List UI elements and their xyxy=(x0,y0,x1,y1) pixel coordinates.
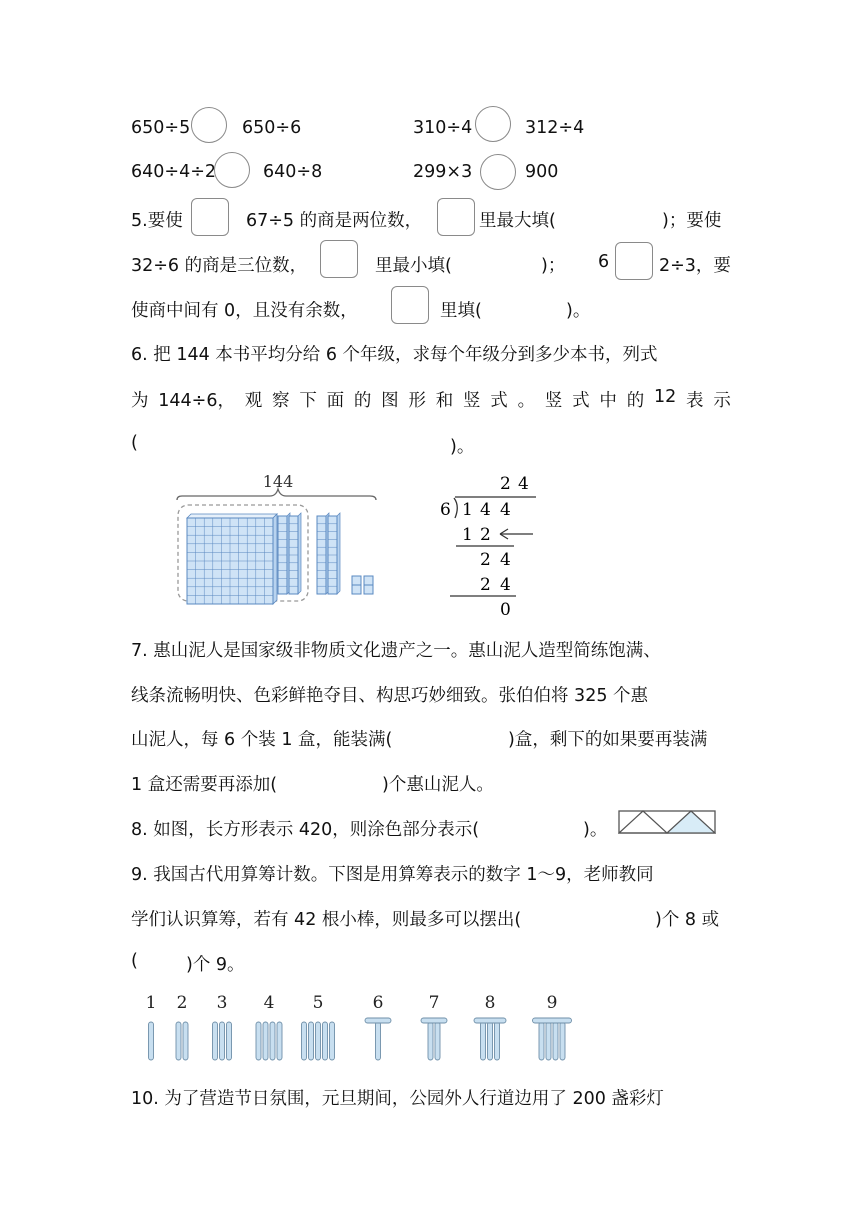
rod-stick xyxy=(546,1022,551,1060)
q9-text: )个 8 或 xyxy=(655,910,720,930)
compare-circle[interactable] xyxy=(475,106,511,142)
rod-stick xyxy=(277,1022,282,1060)
q6-char: 和 xyxy=(435,391,454,411)
q5-text: 6 xyxy=(598,252,610,272)
q6-char: 竖 xyxy=(544,391,563,411)
rod-digit-label: 9 xyxy=(546,993,558,1013)
rod-digit-labels xyxy=(146,993,558,1013)
quotient-digit: 2 xyxy=(500,474,511,494)
expr-310-div-4: 310÷4 xyxy=(413,118,473,138)
division-bracket xyxy=(454,498,457,518)
expr-650-div-5: 650÷5 xyxy=(131,118,191,138)
q5-text: 67÷5 的商是两位数， xyxy=(246,211,423,231)
final-remainder: 0 xyxy=(500,600,511,620)
rod-digit-label: 1 xyxy=(145,993,157,1013)
rod-stick xyxy=(323,1022,328,1060)
q9-text: ( xyxy=(131,951,138,971)
unit-cube xyxy=(364,576,373,585)
digit-box[interactable] xyxy=(391,286,429,324)
rod-stick xyxy=(376,1022,381,1060)
q5-text: 5.要使 xyxy=(131,211,183,231)
q6-text: ( xyxy=(131,433,138,453)
rod-stick xyxy=(220,1022,225,1060)
expr-650-div-6: 650÷6 xyxy=(242,118,302,138)
q6-char: 。 xyxy=(517,391,536,411)
rod-stick xyxy=(149,1022,154,1060)
q9-text: 9. 我国古代用算筹计数。下图是用算筹表示的数字 1～9，老师教同 xyxy=(131,865,654,885)
rod-stick xyxy=(539,1022,544,1060)
digit-box[interactable] xyxy=(191,198,229,236)
q6-char: 形 xyxy=(408,391,426,411)
q6-line-2 xyxy=(131,387,731,412)
digit-box[interactable] xyxy=(615,242,653,280)
q6-char: 式 xyxy=(572,391,590,411)
expr-640-div-8: 640÷8 xyxy=(263,162,323,182)
subtract-digit: 1 xyxy=(462,525,473,545)
rod-crossbar xyxy=(421,1018,447,1023)
rectangle-triangles-figure xyxy=(618,810,716,834)
hundred-block xyxy=(187,514,277,604)
unit-cube xyxy=(352,576,361,585)
q6-char: 的 xyxy=(626,391,645,411)
q9-text: )个 9。 xyxy=(186,955,245,975)
rod-stick xyxy=(481,1022,486,1060)
subtract-digit: 2 xyxy=(480,575,491,595)
rod-stick xyxy=(270,1022,275,1060)
rod-stick xyxy=(263,1022,268,1060)
expr-640-div-4-div-2: 640÷4÷2 xyxy=(131,162,216,182)
q6-char: 中 xyxy=(599,391,617,411)
remainder-digit: 4 xyxy=(500,550,511,570)
q7-text: 线条流畅明快、色彩鲜艳夺目、构思巧妙细致。张伯伯将 325 个惠 xyxy=(131,686,649,706)
rod-digit-label: 6 xyxy=(372,993,384,1013)
ten-rods xyxy=(278,513,340,594)
q5-text: 里最小填( xyxy=(375,256,452,276)
compare-circle[interactable] xyxy=(480,154,516,190)
rod-stick xyxy=(316,1022,321,1060)
q5-text: )。 xyxy=(566,301,591,321)
rod-stick xyxy=(435,1022,440,1060)
rod-stick xyxy=(183,1022,188,1060)
rod-stick xyxy=(330,1022,335,1060)
rod-crossbar xyxy=(533,1018,572,1023)
q6-char: 察 xyxy=(272,391,290,411)
expr-299-times-3: 299×3 xyxy=(413,162,473,182)
rod-crossbar xyxy=(365,1018,391,1023)
q8-text: )。 xyxy=(583,820,608,840)
digit-box[interactable] xyxy=(437,198,475,236)
q8-text: 8. 如图，长方形表示 420，则涂色部分表示( xyxy=(131,820,480,840)
q10-text: 10. 为了营造节日氛围，元旦期间，公园外人行道边用了 200 盏彩灯 xyxy=(131,1089,664,1109)
compare-circle[interactable] xyxy=(214,152,250,188)
q7-text: 1 盒还需要再添加( xyxy=(131,775,278,795)
q6-char: 为 xyxy=(131,391,149,411)
subtract-digit: 2 xyxy=(480,525,491,545)
figure-label-144: 144 xyxy=(262,472,294,491)
unit-cube xyxy=(352,585,361,594)
remainder-digit: 2 xyxy=(480,550,491,570)
rod-crossbar xyxy=(474,1018,506,1023)
q6-char: 的 xyxy=(353,391,372,411)
rod-digit-label: 8 xyxy=(484,993,496,1013)
dividend-digit: 1 xyxy=(462,500,473,520)
q5-text: 32÷6 的商是三位数， xyxy=(131,256,308,276)
q6-char: 示 xyxy=(713,391,731,411)
unit-cubes xyxy=(352,576,373,594)
rod-digit-label: 7 xyxy=(428,993,440,1013)
q7-text: 山泥人，每 6 个装 1 盒，能装满( xyxy=(131,730,393,750)
counting-rods-figure xyxy=(134,988,584,1068)
rod-digit-label: 3 xyxy=(216,993,228,1013)
rod-stick xyxy=(176,1022,181,1060)
compare-circle[interactable] xyxy=(191,107,227,143)
q7-text: )个惠山泥人。 xyxy=(382,775,494,795)
rod-stick xyxy=(309,1022,314,1060)
expr-312-div-4: 312÷4 xyxy=(525,118,585,138)
q6-text: 6. 把 144 本书平均分给 6 个年级，求每个年级分到多少本书，列式 xyxy=(131,345,658,365)
block-side xyxy=(273,514,277,604)
q6-char: 144÷6， xyxy=(158,391,235,411)
subtract-digit: 4 xyxy=(500,575,511,595)
q6-char: 表 xyxy=(686,391,704,411)
rod-digit-label: 5 xyxy=(312,993,324,1013)
q6-char: 观 xyxy=(244,391,263,411)
rod-stick xyxy=(227,1022,232,1060)
block-top xyxy=(187,514,277,518)
q6-char: 竖 xyxy=(463,391,481,411)
rod-stick xyxy=(213,1022,218,1060)
divisor: 6 xyxy=(440,500,451,520)
rod-stick xyxy=(428,1022,433,1060)
q6-char: 下 xyxy=(299,391,317,411)
rods xyxy=(149,1018,572,1060)
q6-char: 式 xyxy=(490,391,508,411)
q6-char: 面 xyxy=(326,391,345,411)
q7-text: 7. 惠山泥人是国家级非物质文化遗产之一。惠山泥人造型简练饱满、 xyxy=(131,641,661,661)
q7-text: )盒，剩下的如果要再装满 xyxy=(508,730,708,750)
rod-stick xyxy=(256,1022,261,1060)
base-ten-blocks-figure xyxy=(170,470,390,610)
rod-stick xyxy=(553,1022,558,1060)
rod-stick xyxy=(488,1022,493,1060)
rod-digit-label: 2 xyxy=(176,993,188,1013)
expr-900: 900 xyxy=(525,162,559,182)
dividend-digit: 4 xyxy=(500,500,511,520)
q9-text: 学们认识算筹，若有 42 根小棒，则最多可以摆出( xyxy=(131,910,522,930)
rod-digit-label: 4 xyxy=(263,993,275,1013)
q6-char: 图 xyxy=(381,391,399,411)
dividend-digit: 4 xyxy=(480,500,491,520)
q5-text: )；要使 xyxy=(662,211,722,231)
q5-text: 使商中间有 0，且没有余数， xyxy=(131,301,358,321)
q6-char: 12 xyxy=(653,387,677,407)
rod-stick xyxy=(302,1022,307,1060)
digit-box[interactable] xyxy=(320,240,358,278)
rod-stick xyxy=(560,1022,565,1060)
q5-text: 2÷3，要 xyxy=(659,256,731,276)
q5-text: 里填( xyxy=(440,301,482,321)
quotient-digit: 4 xyxy=(518,474,529,494)
long-division xyxy=(438,470,548,620)
q6-text: )。 xyxy=(450,437,475,457)
q5-text: )； xyxy=(541,256,566,276)
rod-stick xyxy=(495,1022,500,1060)
q5-text: 里最大填( xyxy=(479,211,556,231)
unit-cube xyxy=(364,585,373,594)
